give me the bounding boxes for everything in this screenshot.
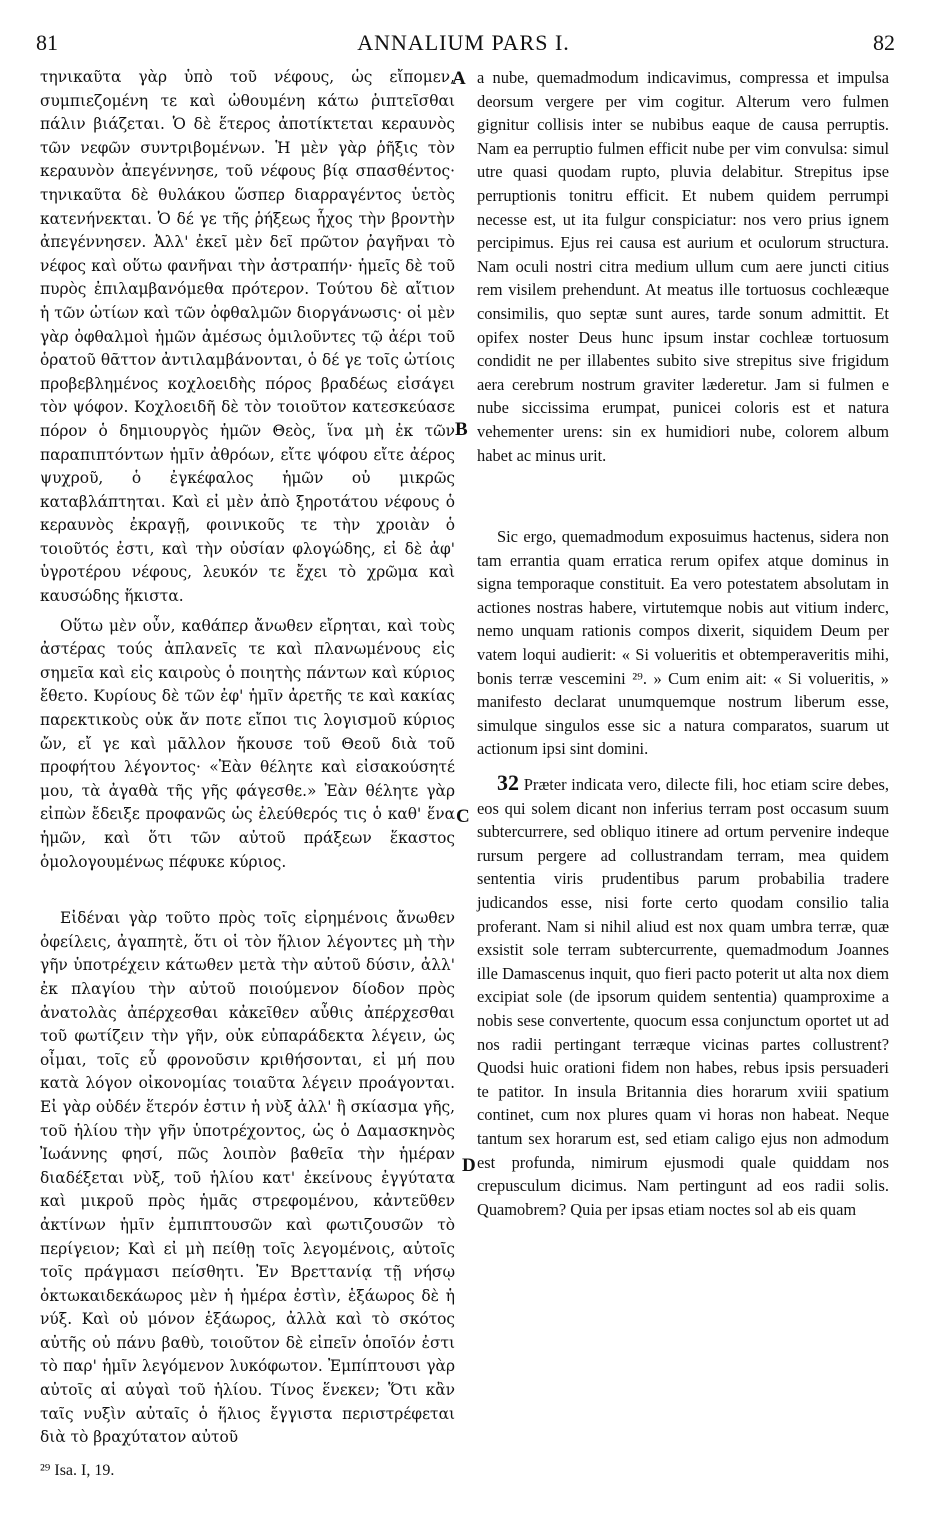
margin-marker-c: C [456, 806, 470, 827]
latin-paragraph-3 [477, 771, 889, 1221]
latin-text-column [477, 66, 889, 1221]
margin-marker-d: D [462, 1155, 476, 1176]
latin-paragraph-2: Sic ergo, quemadmodum exposuimus hactenus, sidera non tam errantia quam erratica rerum opifex atque dominus in signa temporaque constituit. Ea vero potestatem absolutam in actiones nostras habere, virtutemque nobis aut vitium inderc, nemo unquam rationis compos dixerit, siquidem Deum per vatem loqui audierit: « Si volueritis et obtemperaveritis mihi, bonis terræ vescemini ²⁹. » Cum enim ait: « Si volueritis, » manifesto declarat unumquemque nostrum liberum esse, simulque singulos esse sic a natura comparatos, suarum ut actionum ipsi sint domini. [477, 527, 889, 759]
section-number: 32 [497, 770, 519, 796]
footnote: ²⁹ Isa. I, 19. [40, 1462, 115, 1479]
greek-paragraph-2: Οὕτω μὲν οὖν, καθάπερ ἄνωθεν εἴρηται, καὶ τοὺς ἀστέρας τούς ἀπλανεῖς τε καὶ πλανωμένους εἰς σημεῖα καὶ εἰς καιροὺς ὁ ποιητὴς πάντων καὶ κύριος ἔθετο. Κυρίους δὲ τῶν ἐφ' ἡμῖν ἀρετῆς τε καὶ κακίας παρεκτικοὺς οὐκ ἄν ποτε εἴποι τις λογισμοῦ κύριος ὤν, εἴ γε καὶ μᾶλλον ἤκουσε τοῦ Θεοῦ διὰ τοῦ προφήτου λέγοντος· «Ἐὰν θέλητε καὶ εἰσακούσητέ μου, τὰ ἀγαθὰ τῆς γῆς φάγεσθε.» Ἐὰν θέλητε γὰρ εἰπὼν ἔδειξε προφανῶς ὡς ἐλεύθερός τις ὁ καθ' ἕνα ἡμῶν, καὶ ὅτι τῶν αὐτοῦ πράξεων ἕκαστος ὁμολογουμένως πέφυκε κύριος. [40, 616, 455, 871]
latin-paragraph-1: a nube, quemadmodum indicavimus, compressa et impulsa deorsum vergere per vim cogitur. Alterum vero fulmen gignitur collisis inter se nubibus eaque de causa perruptis. Nam ea perruptio fulmen efficit nube per vim convulsa: simul utre quasi quodam rupto, pluvia delabitur. Strepitus ipse perruptionis tonitru efficit. Et nubem quidem perrumpi necesse est, ut ita fulgur conspiciatur: nos vero prius ignem percipimus. Ejus rei causa est aurium et oculorum structura. Nam oculi nostri citra medium ullum cum aere juncti citius rem visilem prehendunt. At meatus ille tortuosus cochleæque consimilis, quo septæ sunt aures, tarde sonum admittit. Et opifex noster Deus hunc ipsum instar cochleæ tortuosum condidit ne per illabentes subito sive strepitus sive frigidum aera cerebrum nostrum graviter læderetur. Jam si fulmen e nube siccissima erumpat, punicei coloris est et natura vehementer urens: sin ex humidiori nube, colorem album habet ac minus urit. [477, 68, 889, 465]
left-page-number: 81 [36, 30, 58, 55]
greek-text-column [40, 66, 455, 1450]
greek-paragraph-1: τηνικαῦτα γὰρ ὑπὸ τοῦ νέφους, ὡς εἴπομεν, συμπιεζομένη τε καὶ ὠθουμένη κάτω ῥιπτεῖσθαι πάλιν βιάζεται. Ὁ δὲ ἕτερος ἀποτίκτεται κεραυνὸς τῶν νεφῶν συντριβομένων. Ἡ μὲν γὰρ ῥῆξις τὸν κεραυνὸν ἀπεγέννησε, τοῦ νέφους βίᾳ σπασθέντος· τηνικαῦτα δὲ θυλάκου ὥσπερ διαρραγέντος ὑετὸς κατενήνεκται. Ὁ δέ γε τῆς ῥήξεως ἦχος τὴν βροντὴν ἀπεγέννησεν. Ἀλλ' ἐκεῖ μὲν δεῖ πρῶτον ῥαγῆναι τὸ νέφος καὶ οὕτω φανῆναι τὴν ἀστραπήν· ἡμεῖς δὲ τοῦ πυρὸς ἐπιλαμβανόμεθα πρότερον. Τούτου δὲ αἴτιον ἡ τῶν ὠτίων καὶ τῶν ὀφθαλμῶν διοργάνωσις· οἱ μὲν γὰρ ὀφθαλμοὶ ἡμῶν ἀμέσως ὁμιλοῦντες τῷ ἀέρι τοῦ ὁρατοῦ θᾶττον ἀντιλαμβάνονται, ὁ δέ γε τοῖς ὠτίοις προβεβλημένος κοχλοειδὴς πόρος βραδέως εἰσάγει τὸν ψόφον. Κοχλοειδῆ δὲ τὸν τοιοῦτον κατεσκεύασε πόρον ὁ δημιουργὸς ἡμῶν Θεὸς, ἵνα μὴ ἐκ τῶν παραπιπτόντων ἡμῖν ἀθρόων, εἴτε ψόφου εἴτε ἀέρος ψυχροῦ, ὁ ἐγκέφαλος ἡμῶν οὐ μικρῶς καταβλάπτηται. Καὶ εἰ μὲν ἀπὸ ξηροτάτου νέφους ὁ κεραυνὸς ἐκραγῇ, φοινικοῦς τε τὴν χροιὰν ὁ τοιοῦτός ἐστι, καὶ τὴν οὐσίαν φλογώδης, εἰ δὲ ἀφ' ὑγροτέρου νέφους, λευκόν τε ἔχει τὸ χρῶμα καὶ καυσώδης ἥκιστα. [40, 68, 455, 606]
margin-marker-a: A [452, 68, 466, 89]
latin-paragraph-3-text: Præter indicata vero, dilecte fili, hoc etiam scire debes, eos qui solem dicant non inferius terram post occasum suum subtercurrere, sed obliquo itinere ad ortum pervenire indeque rursum pergere ad collustrandam terram, mea quidem sententia viris prudentibus parum probabilia tradere judicandos esse, nisi forte certo quodam consilio talia proferant. Nam si nihil aliud est nox quam umbra terræ, quæ exsistit sole terram subtercurrente, quemadmodum Joannes ille Damascenus inquit, quo fieri pacto poterit ut alta nox diem excipiat sole (de ipsorum quidem sententia) quamproxime a nobis sese convertente, quocum essa conjunctum oportet ut ad nos radii pertingant terræque vicinas partes collustrent? Quodsi huic orationi fidem non habes, rebus ipsis persuaderi te patitor. In insula Britannia dies horarum xviii spatium continet, cum nox plures quam vi horas non habeat. Neque tantum sex horarum est, sed etiam caligo ejus non admodum est profunda, nimirum ejusmodi quale quiddam nos crepusculum dicimus. Nam pertingunt ad eos radii solis. Quamobrem? Quia per ipsas etiam noctes sol ab eis quam [477, 775, 889, 1219]
margin-marker-b: B [455, 419, 468, 440]
right-page-number: 82 [873, 30, 895, 55]
greek-paragraph-3: Εἰδέναι γὰρ τοῦτο πρὸς τοῖς εἰρημένοις ἄνωθεν ὀφείλεις, ἀγαπητὲ, ὅτι οἱ τὸν ἥλιον λέγοντες μὴ τὴν γῆν ὑποτρέχειν κάτωθεν μετὰ τὴν αὐτοῦ δύσιν, ἀλλ' ἐκ πλαγίου τὴν αὐτοῦ ποιούμενον δίοδον πρὸς ἀνατολὰς ἀπέρχεσθαι κἀκεῖθεν αὖθις ἀπέρχεσθαι τοῦ φωτίζειν τὴν γῆν, οὐκ εὐπαράδεκτα λέγειν, ὡς οἶμαι, τοῖς εὖ φρονοῦσιν κριθήσονται, εἰ μή που κατὰ λόγον οἰκονομίας τοιαῦτα λέγειν προάγονται. Εἰ γὰρ οὐδέν ἕτερόν ἐστιν ἡ νὺξ ἀλλ' ἢ σκίασμα γῆς, τοῦ ἡλίου τὴν γῆν ὑποτρέχοντος, ὡς ὁ Δαμασκηνὸς Ἰωάννης φησί, πῶς λοιπὸν βαθεῖα τὴν ἡμέραν διαδέξεται νὺξ, τοῦ ἡλίου κατ' ἐκείνους ἐγγύτατα καὶ μικροῦ πρὸς ἡμᾶς στρεφομένου, κἀντεῦθεν ἀκτίνων ἡμῖν ἐμπιπτουσῶν καὶ φωτιζουσῶν τὸ περίγειον; Καὶ εἰ μὴ πείθῃ τοῖς λεγομένοις, αὐτοῖς τοῖς πράγμασι πείσθητι. Ἐν Βρεττανίᾳ τῇ νήσῳ ὀκτωκαιδεκάωρος μὲν ἡ ἡμέρα ἐστὶν, ἑξάωρος δὲ ἡ νύξ. Καὶ οὐ μόνον ἑξάωρος, ἀλλὰ καὶ τὸ σκότος αὐτῆς οὐ πάνυ βαθὺ, τοιοῦτον δὲ εἰπεῖν ὁποῖόν ἐστι τὸ παρ' ἡμῖν λεγόμενον λυκόφωτον. Ἐμπίπτουσι γὰρ αὐτοῖς αἱ αὐγαὶ τοῦ ἡλίου. Τίνος ἕνεκεν; Ὅτι κἂν ταῖς νυξὶν αὐταῖς ὁ ἥλιος ἔγγιστα περιστρέφεται διὰ τὸ βραχύτατον αὐτοῦ [40, 909, 455, 1447]
running-title: ANNALIUM PARS I. [357, 30, 570, 55]
